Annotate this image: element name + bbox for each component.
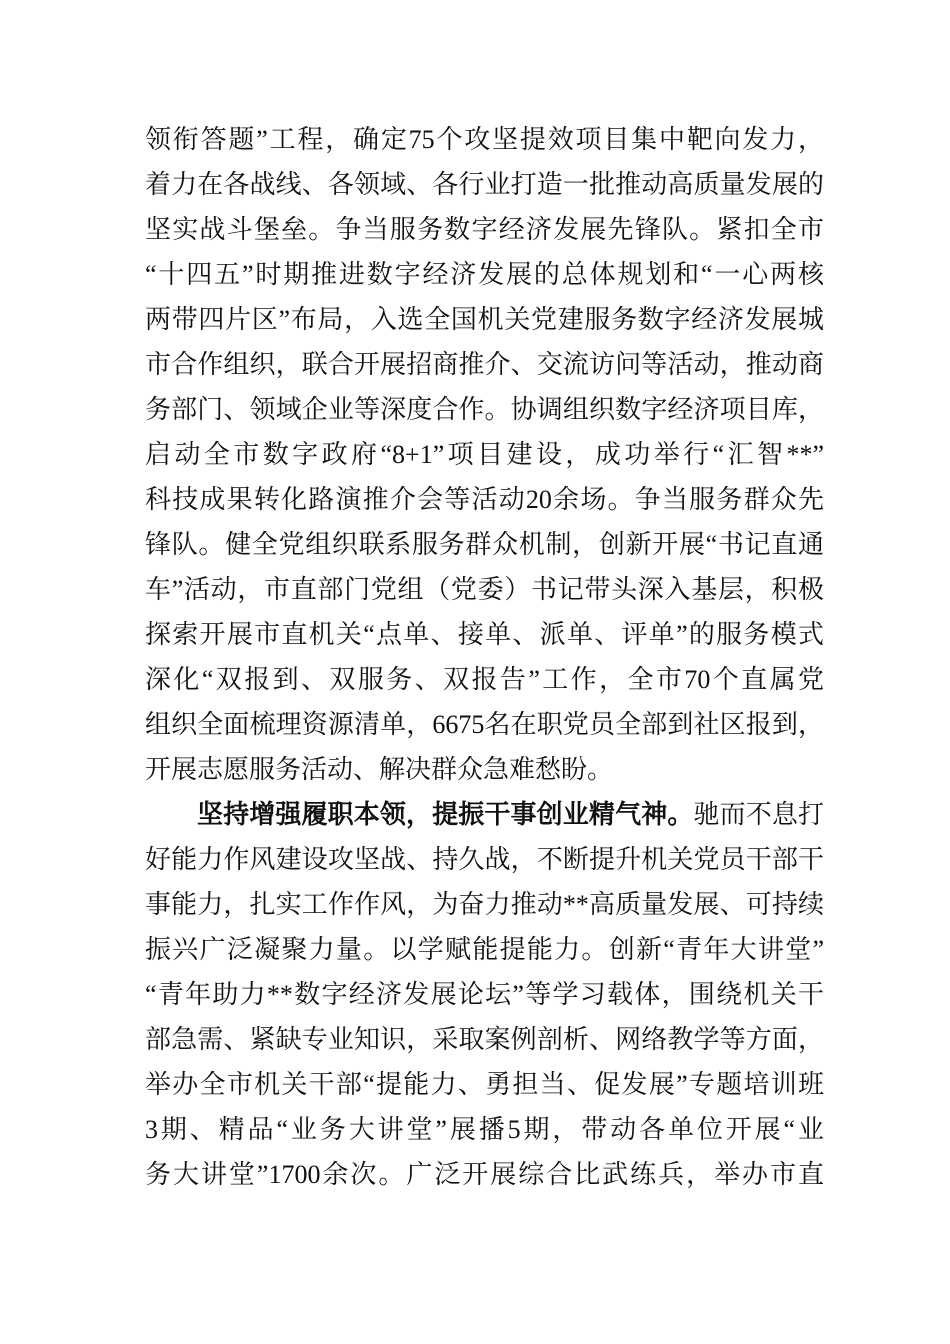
text-line: 3期、精品“业务大讲堂”展播5期，带动各单位开展“业 (145, 1115, 824, 1144)
text-line: 探索开展市直机关“点单、接单、派单、评单”的服务模式 (145, 620, 824, 649)
text-line: 着力在各战线、各领域、各行业打造一批推动高质量发展的 (145, 170, 824, 199)
text-line: 坚实战斗堡垒。争当服务数字经济发展先锋队。紧扣全市 (145, 215, 824, 244)
lead-line-rest: 驰而不息打 (693, 800, 824, 829)
text-line: 开展志愿服务活动、解决群众急难愁盼。 (145, 755, 614, 784)
text-line: “青年助力**数字经济发展论坛”等学习载体，围绕机关干 (145, 980, 824, 1009)
text-line: 启动全市数字政府“8+1”项目建设，成功举行“汇智**” (145, 440, 824, 469)
text-line: 科技成果转化路演推介会等活动20余场。争当服务群众先 (145, 485, 824, 514)
text-line: “十四五”时期推进数字经济发展的总体规划和“一心两核 (145, 260, 824, 289)
paragraph-1 (145, 117, 824, 792)
text-line: 市合作组织，联合开展招商推介、交流访问等活动，推动商 (145, 350, 824, 379)
text-line: 振兴广泛凝聚力量。以学赋能提能力。创新“青年大讲堂” (145, 935, 824, 964)
text-line: 组织全面梳理资源清单，6675名在职党员全部到社区报到， (145, 710, 824, 739)
text-line: 事能力，扎实工作作风，为奋力推动**高质量发展、可持续 (145, 890, 824, 919)
text-line: 务大讲堂”1700余次。广泛开展综合比武练兵，举办市直 (145, 1160, 824, 1189)
paragraph-2 (145, 792, 824, 1197)
text-line: 两带四片区”布局，入选全国机关党建服务数字经济发展城 (145, 305, 824, 334)
paragraph-lead-line (145, 792, 824, 837)
text-line: 领衔答题”工程，确定75个攻坚提效项目集中靶向发力， (145, 125, 824, 154)
text-line: 部急需、紧缺专业知识，采取案例剖析、网络教学等方面， (145, 1025, 824, 1054)
text-line: 车”活动，市直部门党组（党委）书记带头深入基层，积极 (145, 575, 824, 604)
text-line: 务部门、领域企业等深度合作。协调组织数字经济项目库， (145, 395, 824, 424)
text-line: 举办全市机关干部“提能力、勇担当、促发展”专题培训班 (145, 1070, 824, 1099)
text-line: 深化“双报到、双服务、双报告”工作，全市70个直属党 (145, 665, 824, 694)
text-line: 锋队。健全党组织联系服务群众机制，创新开展“书记直通 (145, 530, 824, 559)
bold-lead-sentence: 坚持增强履职本领，提振干事创业精气神。 (197, 800, 694, 829)
document-body (145, 117, 824, 1197)
text-line: 好能力作风建设攻坚战、持久战，不断提升机关党员干部干 (145, 845, 824, 874)
